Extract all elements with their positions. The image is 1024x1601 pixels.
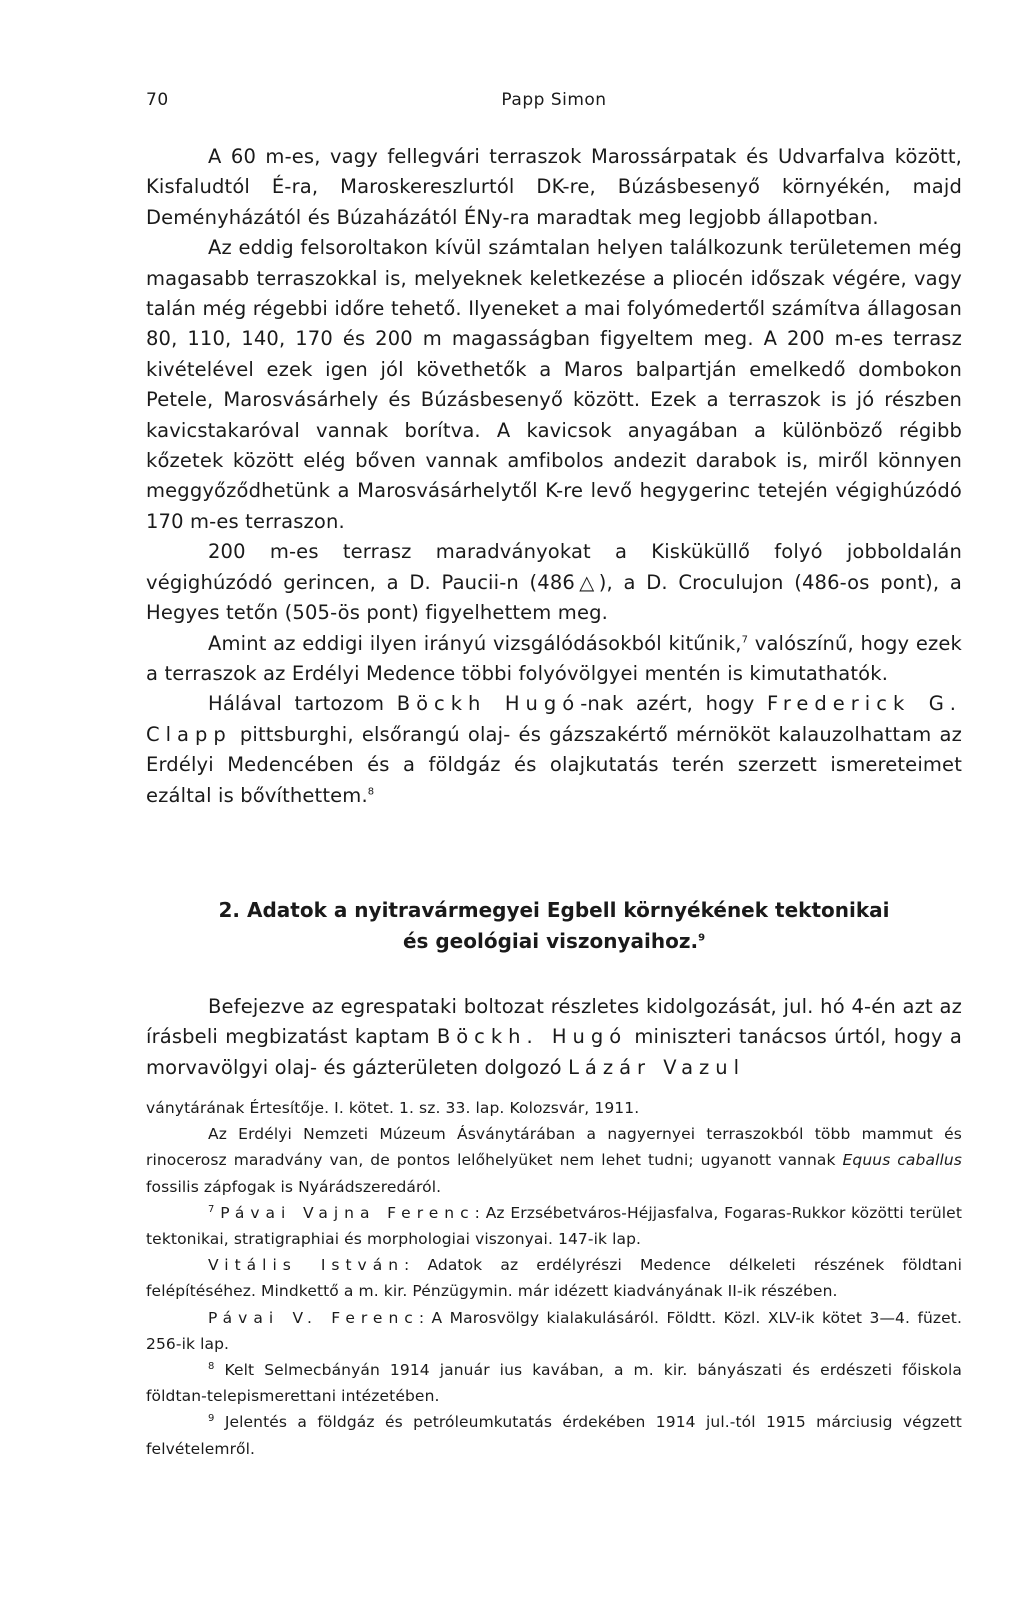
spaced-name: Vitális István [208, 1256, 405, 1275]
text-run: : Adatok az erdélyrészi Medence délkeleti részének földtani felépítéséhez. Mindkettő a m. kir. Pénzügymin. már idézett kiadványának II-ik részében. [146, 1256, 962, 1301]
footnote-continuation: ványtárának Értesítője. I. kötet. 1. sz. 33. lap. Kolozsvár, 1911. [146, 1099, 640, 1117]
footnote [146, 1200, 962, 1252]
paragraph [146, 992, 962, 1083]
paragraph: 200 m-es terrasz maradványokat a Kisküküllő folyó jobboldalán végighúzódó gerincen, a D. Paucii-n (486△), a D. Croculujon (486-os pont), a Hegyes tetőn (505-ös pont) figyelhettem meg. [146, 540, 962, 625]
text-run: Az Erdélyi Nemzeti Múzeum Ásványtárában a nagyernyei terraszokból több mammut és rinocerosz maradvány van, de pontos lelőhelyüket nem lehet tudni; ugyanott vannak [146, 1125, 962, 1170]
footnote-number: 7 [208, 1203, 215, 1215]
text-run: : Az Erzsébetváros-Héjjasfalva, Fogaras-Rukkor közötti terület tektonikai, stratigraphiai és morphologiai viszonyai. 147-ik lap. [146, 1203, 962, 1249]
text-run: Hálával tartozom [208, 692, 397, 716]
spaced-name: Pávai Vajna Ferenc [220, 1203, 475, 1222]
text-run: -nak azért, hogy [580, 692, 768, 716]
footnote-reference: 8 [367, 786, 375, 798]
spaced-name: Frederick G. Clapp [146, 692, 963, 746]
italic-text: Equus caballus [842, 1151, 962, 1170]
footnotes [146, 1095, 962, 1462]
text-run: valószínű, hogy ezek a terraszok az Erdélyi Medence többi folyóvölgyei mentén is kimutathatók. [146, 631, 962, 685]
heading-line: 2. Adatok a nyitravármegyei Egbell környékének tektonikai [218, 898, 890, 922]
running-head [146, 90, 962, 116]
heading-text: és geológiai viszonyaihoz. [402, 929, 699, 953]
running-head-author: Papp Simon [501, 90, 607, 110]
footnote [146, 1252, 962, 1304]
text-run: Befejezve az egrespataki boltozat részletes kidolgozását, jul. hó 4-én azt az írásbeli megbizatást kaptam [146, 995, 962, 1049]
spaced-name: Lázár Vazul [568, 1055, 746, 1079]
footnote [146, 1357, 962, 1409]
text-run: : A Marosvölgy kialakulásáról. Földtt. Közl. XLV-ik kötet 3—4. füzet. 256-ik lap. [146, 1308, 962, 1353]
spaced-name: Pávai V. Ferenc [208, 1308, 419, 1327]
footnote [146, 1121, 962, 1200]
footnote-reference: 7 [741, 634, 749, 645]
text-run: Kelt Selmecbányán 1914 január ius kavában, a m. kir. bányászati és erdészeti főiskola földtan-telepismerettani intézetében. [146, 1361, 962, 1406]
heading-line [146, 926, 962, 957]
text-run: Amint az eddigi ilyen irányú vizsgálódásokból kitűnik, [208, 631, 742, 655]
text-run: fossilis zápfogak is Nyárádszeredáról. [146, 1177, 442, 1196]
page-number: 70 [146, 90, 169, 110]
paragraph [146, 629, 962, 690]
section-heading [146, 895, 962, 957]
section-text [146, 992, 962, 1083]
text-run: Jelentés a földgáz és petróleumkutatás érdekében 1914 jul.-tól 1915 márciusig végzett felvételemről. [146, 1413, 962, 1458]
footnote [146, 1305, 962, 1357]
body-text [146, 142, 962, 811]
paragraph [146, 689, 962, 811]
footnote-number: 8 [208, 1360, 215, 1372]
footnote-number: 9 [208, 1413, 215, 1425]
footnote-reference: 9 [698, 932, 706, 944]
paragraph: Az eddig felsoroltakon kívül számtalan helyen találkozunk területemen még magasabb terraszokkal is, melyeknek keletkezése a pliocén időszak végére, vagy talán még régebbi időre tehető. Ilyeneket a mai folyómedertől számítva állagosan 80, 110, 140, 170 és 200 m magasságban figyeltem meg. A 200 m-es terrasz kivételével ezek igen jól követhetők a Maros balpartján emelkedő dombokon Petele, Marosvásárhely és Búzásbesenyő között. Ezek a terraszok is jó részben kavicstakaróval vannak borítva. A kavicsok anyagában a különböző régibb kőzetek között elég bőven vannak amfibolos andezit darabok is, miről könnyen meggyőződhetünk a Marosvásárhelytől K-re levő hegygerinc tetején végighúzódó 170 m-es terraszon. [146, 236, 962, 533]
paragraph: A 60 m-es, vagy fellegvári terraszok Marossárpatak és Udvarfalva között, Kisfaludtól É-ra, Maroskereszlurtól DK-re, Búzásbesenyő környékén, majd Deményházától és Búzaházától ÉNy-ra maradtak meg legjobb állapotban. [146, 145, 962, 229]
text-run: miniszteri tanácsos úrtól, hogy a morvavölgyi olaj- és gázterületen dolgozó [146, 1025, 962, 1079]
spaced-name: Böckh Hugó [396, 692, 581, 716]
spaced-name: Böckh. Hugó [436, 1025, 628, 1049]
footnote [146, 1409, 962, 1461]
text-run: pittsburghi, elsőrangú olaj- és gázszakértő mérnököt kalauzolhattam az Erdélyi Medencében és a földgáz és olajkutatás terén szerzett ismereteimet ezáltal is bővíthettem. [146, 722, 962, 807]
